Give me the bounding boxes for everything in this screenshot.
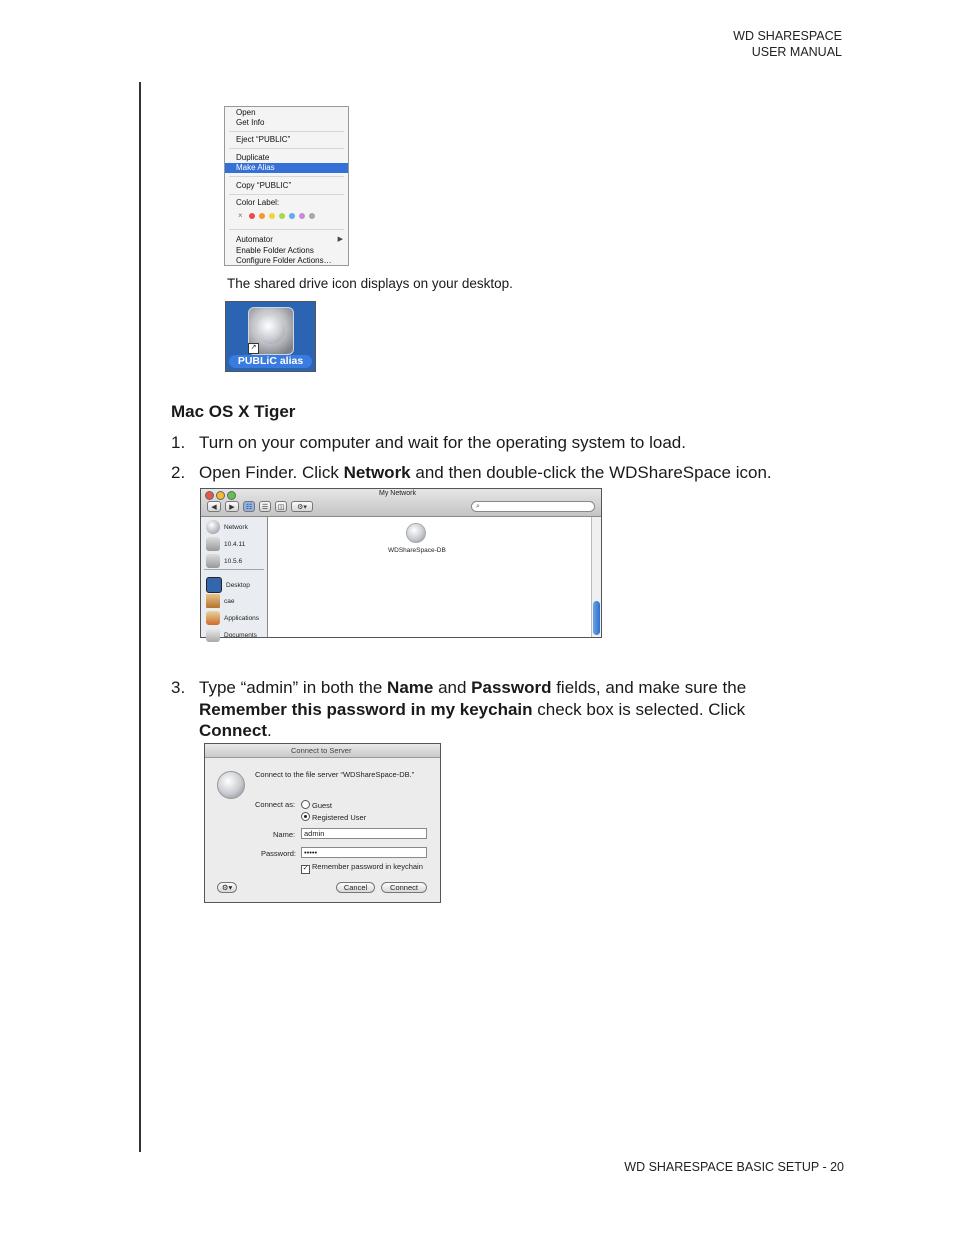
step-text (199, 462, 839, 484)
name-field[interactable]: admin (301, 828, 427, 839)
home-icon (206, 594, 220, 608)
step-text-part: and then double-click the WDShareSpace icon. (410, 463, 772, 482)
step-text-part: Type “admin” in both the (199, 678, 388, 697)
sidebar-item-label: Network (224, 523, 248, 531)
menu-item-get-info[interactable]: Get Info (236, 118, 265, 127)
color-swatch-yellow[interactable] (269, 213, 275, 219)
connect-as-label: Connect as: (255, 800, 296, 809)
sidebar-item-label: Applications (224, 614, 260, 622)
step-text-bold: Password (471, 678, 552, 697)
sidebar-item-applications[interactable] (206, 611, 259, 625)
window-title: My Network (379, 490, 416, 497)
step-text-part: . (267, 721, 272, 740)
remember-password-label: Remember password in keychain (312, 862, 423, 871)
sidebar-item-label: Documents (224, 631, 257, 639)
color-swatch-purple[interactable] (299, 213, 305, 219)
scrollbar-thumb[interactable] (593, 601, 600, 635)
sidebar-item-desktop[interactable] (206, 577, 250, 593)
color-label-swatches (238, 211, 315, 220)
color-swatch-orange[interactable] (259, 213, 265, 219)
menu-item-duplicate[interactable]: Duplicate (236, 153, 270, 162)
name-label: Name: (273, 830, 296, 839)
dialog-titlebar (205, 744, 440, 758)
page-header (733, 28, 842, 60)
menu-item-configure-folder-actions[interactable]: Configure Folder Actions… (236, 256, 332, 265)
caption: The shared drive icon displays on your desktop. (227, 276, 513, 291)
radio-icon (301, 800, 310, 809)
server-globe-icon (217, 771, 245, 799)
desktop-icon (206, 577, 222, 593)
server-icon (206, 554, 220, 568)
header-line-1: WD SHARESPACE (733, 29, 842, 43)
step-text-part: check box is selected. Click (532, 699, 746, 719)
menu-item-open[interactable]: Open (236, 108, 256, 117)
wdsharespace-server-icon[interactable] (406, 523, 426, 543)
menu-item-copy[interactable]: Copy “PUBLIC” (236, 181, 292, 190)
step-number: 2. (171, 463, 186, 482)
search-icon: ⌕ (476, 503, 480, 510)
dialog-prompt: Connect to the file server “WDShareSpace-DB.” (255, 770, 415, 779)
section-heading: Mac OS X Tiger (171, 402, 296, 421)
step-text-bold: Network (343, 463, 411, 482)
server-icon (206, 537, 220, 551)
menu-separator (229, 131, 344, 132)
sidebar-item-label: 10.4.11 (224, 540, 246, 548)
sidebar-item-server[interactable] (206, 554, 242, 568)
menu-item-make-alias[interactable]: Make Alias (225, 163, 348, 173)
list-view-button[interactable]: ☰ (259, 501, 271, 512)
sidebar-item-label: cae (224, 597, 235, 605)
sidebar-item-network[interactable] (206, 520, 248, 534)
color-swatch-red[interactable] (249, 213, 255, 219)
step-3 (171, 677, 831, 743)
sidebar-item-documents[interactable] (206, 628, 257, 642)
step-text-bold: Connect (199, 721, 267, 740)
step-number: 1. (171, 433, 186, 452)
menu-separator (229, 194, 344, 195)
sidebar-item-home[interactable] (206, 594, 234, 608)
gear-menu-button[interactable]: ⚙▾ (217, 882, 237, 893)
menu-item-color-label: Color Label: (236, 198, 280, 207)
password-field[interactable]: ••••• (301, 847, 427, 858)
icon-view-button[interactable]: ☷ (243, 501, 255, 512)
finder-window (200, 488, 602, 638)
sidebar-divider (204, 569, 264, 570)
sidebar-item-label: 10.5.6 (224, 557, 243, 565)
step-text-part: Open Finder. Click (199, 463, 344, 482)
back-button[interactable]: ◀ (207, 501, 221, 512)
close-button[interactable] (205, 491, 214, 500)
wdsharespace-label[interactable]: WDShareSpace-DB (388, 547, 446, 554)
guest-label: Guest (312, 801, 333, 810)
action-menu-button[interactable]: ⚙▾ (291, 501, 313, 512)
connect-to-server-dialog (204, 743, 441, 903)
no-label-icon[interactable]: × (238, 211, 243, 220)
color-swatch-green[interactable] (279, 213, 285, 219)
applications-icon (206, 611, 220, 625)
password-label: Password: (261, 849, 297, 858)
margin-rule (139, 82, 141, 1152)
zoom-button[interactable] (227, 491, 236, 500)
column-view-button[interactable]: ◫ (275, 501, 287, 512)
forward-button[interactable]: ▶ (225, 501, 239, 512)
radio-selected-icon (301, 812, 310, 821)
connect-button[interactable]: Connect (381, 882, 427, 893)
menu-item-automator[interactable]: Automator (236, 235, 273, 244)
sidebar-item-server[interactable] (206, 537, 245, 551)
step-number: 3. (171, 678, 186, 697)
header-line-2: USER MANUAL (751, 45, 842, 59)
menu-item-enable-folder-actions[interactable]: Enable Folder Actions (236, 246, 314, 255)
step-text-bold: Name (387, 678, 434, 697)
menu-separator (229, 148, 344, 149)
submenu-arrow-icon: ▶ (337, 236, 343, 243)
cancel-button[interactable]: Cancel (336, 882, 375, 893)
menu-item-eject[interactable]: Eject “PUBLIC” (236, 135, 291, 144)
toolbar-buttons (207, 501, 313, 512)
finder-toolbar (201, 489, 601, 517)
step-2 (171, 462, 831, 484)
menu-separator (229, 176, 344, 177)
minimize-button[interactable] (216, 491, 225, 500)
public-alias-desktop-icon[interactable] (225, 301, 316, 372)
finder-sidebar (201, 517, 268, 637)
finder-content (268, 517, 591, 637)
registered-user-label: Registered User (312, 813, 367, 822)
network-icon (206, 520, 220, 534)
dialog-title: Connect to Server (291, 746, 352, 755)
step-text-part: and (433, 678, 472, 697)
step-text: Turn on your computer and wait for the operating system to load. (199, 433, 686, 452)
alias-arrow-icon: ↗ (248, 343, 259, 354)
checkmark-icon: ✓ (302, 865, 309, 872)
search-field[interactable] (471, 501, 595, 512)
scrollbar[interactable] (591, 517, 601, 637)
guest-radio[interactable] (301, 800, 332, 810)
color-swatch-gray[interactable] (309, 213, 315, 219)
remember-password-checkbox[interactable] (301, 862, 423, 874)
step-text-bold: Remember this password in my keychain (199, 699, 533, 719)
color-swatch-blue[interactable] (289, 213, 295, 219)
page-footer: WD SHARESPACE BASIC SETUP - 20 (624, 1160, 844, 1174)
documents-icon (206, 628, 220, 642)
globe-icon (257, 316, 285, 344)
alias-label: PUBLiC alias (229, 355, 312, 368)
menu-separator (229, 229, 344, 230)
context-menu (224, 106, 349, 266)
step-text (199, 677, 824, 742)
step-text-part: fields, and make sure the (551, 678, 747, 697)
sidebar-item-label: Desktop (226, 581, 250, 589)
step-1 (171, 432, 831, 454)
registered-user-radio[interactable] (301, 812, 366, 822)
